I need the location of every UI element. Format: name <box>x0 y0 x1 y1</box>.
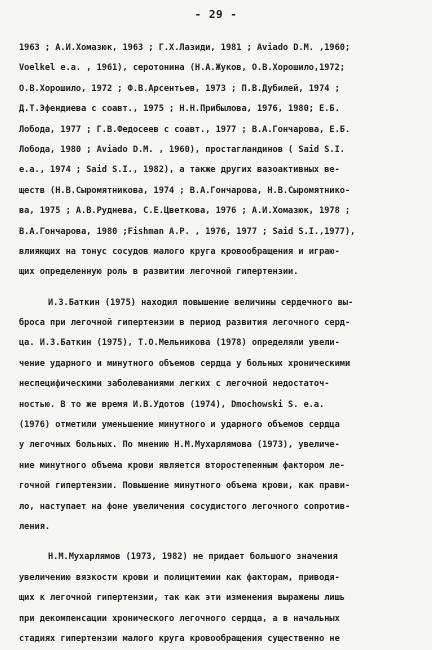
text-line: неспецифическими заболеваниями легких с легочной недостаточ- <box>19 379 330 390</box>
text-line: e.a., 1974 ; Said S.I., 1982), а также других вазоактивных ве- <box>19 165 340 176</box>
text-line: ностью. В то же время И.В.Удотов (1974), Dmochowski S. e.a. <box>19 399 325 410</box>
text-line: ществ (Н.В.Сыромятникова, 1974 ; В.А.Гончарова, Н.В.Сыромятнико- <box>19 185 351 196</box>
text-line: Лобода, 1977 ; Г.В.Федосеев с соавт., 1977 ; В.А.Гончарова, Е.Б. <box>19 124 351 135</box>
paragraph-gap <box>19 537 415 547</box>
text-line: ва, 1975 ; А.В.Руднева, С.Е.Цветкова, 1976 ; А.И.Хомазюк, 1978 ; <box>19 206 351 217</box>
text-line: стадиях гипертензии малого круга кровообращения существенно не <box>19 633 340 644</box>
text-line: ца. И.З.Баткин (1975), Т.О.Мельникова (1978) определяли увели- <box>19 338 340 349</box>
text-line: при декомпенсации хронического легочного сердца, а в начальных <box>19 613 340 624</box>
text-line: щих определенную роль в развитии легочной гипертензии. <box>19 267 299 278</box>
text-line: ние минутного объема крови является второстепенным фактором ле- <box>19 460 345 471</box>
text-line: (1976) отметили уменьшение минутного и ударного объемов сердца <box>19 420 340 431</box>
text-line: щих к легочной гипертензии, так как эти изменения выражены лишь <box>19 593 345 604</box>
text-line: чение ударного и минутного объемов сердца у больных хроническими <box>19 358 351 369</box>
text-line: увеличению вязкости крови и полицитемии как факторам, приводя- <box>19 572 340 583</box>
text-line: Voelkel e.a. , 1961), серотонина (Н.А.Жуков, О.В.Хорошило,1972; <box>19 63 345 74</box>
paragraph-gap <box>19 283 415 293</box>
text-line: ления. <box>19 521 51 532</box>
text-line: влияющих на тонус сосудов малого круга кровообращения и играю- <box>19 246 340 257</box>
body-text <box>19 38 415 649</box>
text-line: Д.Т.Эфендиева с соавт., 1975 ; Н.Н.Прибылова, 1976, 1980; Е.Б. <box>19 104 340 115</box>
text-line: В.А.Гончарова, 1980 ;Fishman A.P. , 1976, 1977 ; Said S.I.,1977), <box>19 226 356 237</box>
text-line: гочной гипертензии. Повышение минутного объема крови, как прави- <box>19 481 351 492</box>
text-line: у легочных больных. По мнению Н.М.Мухарлямова (1973), увеличе- <box>19 440 340 451</box>
text-line: 1963 ; А.И.Хомазюк, 1963 ; Г.Х.Лазиди, 1981 ; Aviado D.M. ,1960; <box>19 43 351 53</box>
page-number: - 29 - <box>194 8 238 21</box>
text-line: И.З.Баткин (1975) находил повышение величины сердечного вы- <box>48 297 354 308</box>
text-line: Н.М.Мухарлямов (1973, 1982) не придает большого значения <box>48 552 338 563</box>
text-line: ло, наступает на фоне увеличения сосудистого легочного сопротив- <box>19 501 351 512</box>
text-line: О.В.Хорошило, 1972 ; Ф.В.Арсентьев, 1973 ; П.В.Дубилей, 1974 ; <box>19 83 340 94</box>
text-line: Лобода, 1980 ; Aviado D.M. , 1960), простагландинов ( Said S.I. <box>19 144 345 155</box>
text-line: броса при легочной гипертензии в период развития легочного серд- <box>19 318 351 329</box>
